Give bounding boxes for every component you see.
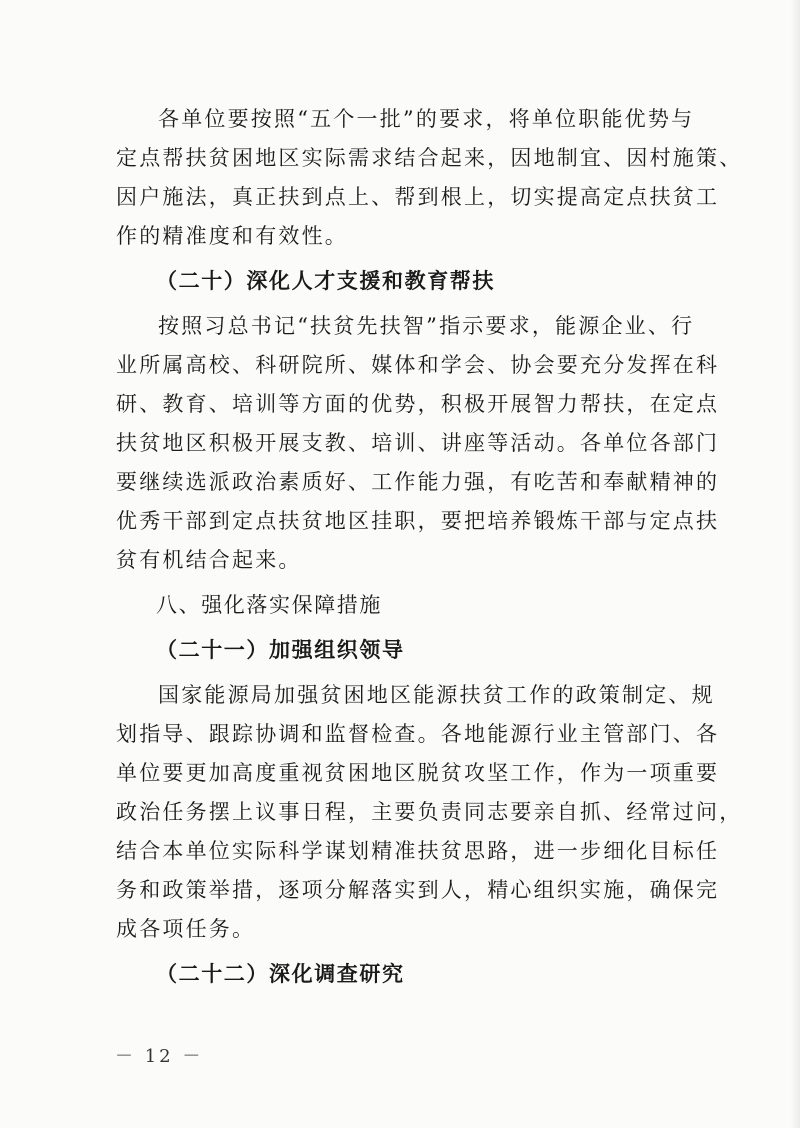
paragraph-line: 国家能源局加强贫困地区能源扶贫工作的政策制定、规 xyxy=(158,683,715,707)
paragraph-line: 单位要更加高度重视贫困地区脱贫攻坚工作，作为一项重要 xyxy=(116,761,720,785)
paragraph-line: 成各项任务。 xyxy=(116,917,256,941)
paragraph-line: 划指导、跟踪协调和监督检查。各地能源行业主管部门、各 xyxy=(116,722,720,746)
paragraph-line: 扶贫地区积极开展支教、培训、讲座等活动。各单位各部门 xyxy=(116,431,720,455)
document-body xyxy=(116,100,743,994)
paragraph-line: 要继续选派政治素质好、工作能力强，有吃苦和奉献精神的 xyxy=(116,470,720,494)
page-number: － 12 － xyxy=(115,1046,204,1067)
paragraph-line: 业所属高校、科研院所、媒体和学会、协会要充分发挥在科 xyxy=(116,353,720,377)
section-heading-20: （二十）深化人才支援和教育帮扶 xyxy=(156,269,495,293)
chapter-heading-8: 八、强化落实保障措施 xyxy=(156,593,382,617)
paragraph-line: 研、教育、培训等方面的优势，积极开展智力帮扶，在定点 xyxy=(116,392,720,416)
paragraph-line: 定点帮扶贫困地区实际需求结合起来，因地制宜、因村施策、 xyxy=(116,146,743,170)
paragraph-line: 优秀干部到定点扶贫地区挂职，要把培养锻炼干部与定点扶 xyxy=(116,509,720,533)
page-edge-shadow xyxy=(790,0,800,1128)
paragraph-line: 政治任务摆上议事日程，主要负责同志要亲自抓、经常过问， xyxy=(116,800,743,824)
paragraph-line: 各单位要按照“五个一批”的要求，将单位职能优势与 xyxy=(158,107,695,131)
paragraph-line: 因户施法，真正扶到点上、帮到根上，切实提高定点扶贫工 xyxy=(116,185,720,209)
paragraph-line: 结合本单位实际科学谋划精准扶贫思路，进一步细化目标任 xyxy=(116,839,720,863)
paragraph-line: 务和政策举措，逐项分解落实到人，精心组织实施，确保完 xyxy=(116,878,720,902)
paragraph-line: 贫有机结合起来。 xyxy=(116,548,302,572)
paragraph-line: 作的精准度和有效性。 xyxy=(116,224,348,248)
paragraph-line: 按照习总书记“扶贫先扶智”指示要求，能源企业、行 xyxy=(158,314,695,338)
section-heading-21: （二十一）加强组织领导 xyxy=(156,638,405,662)
section-heading-22: （二十二）深化调查研究 xyxy=(156,962,405,986)
